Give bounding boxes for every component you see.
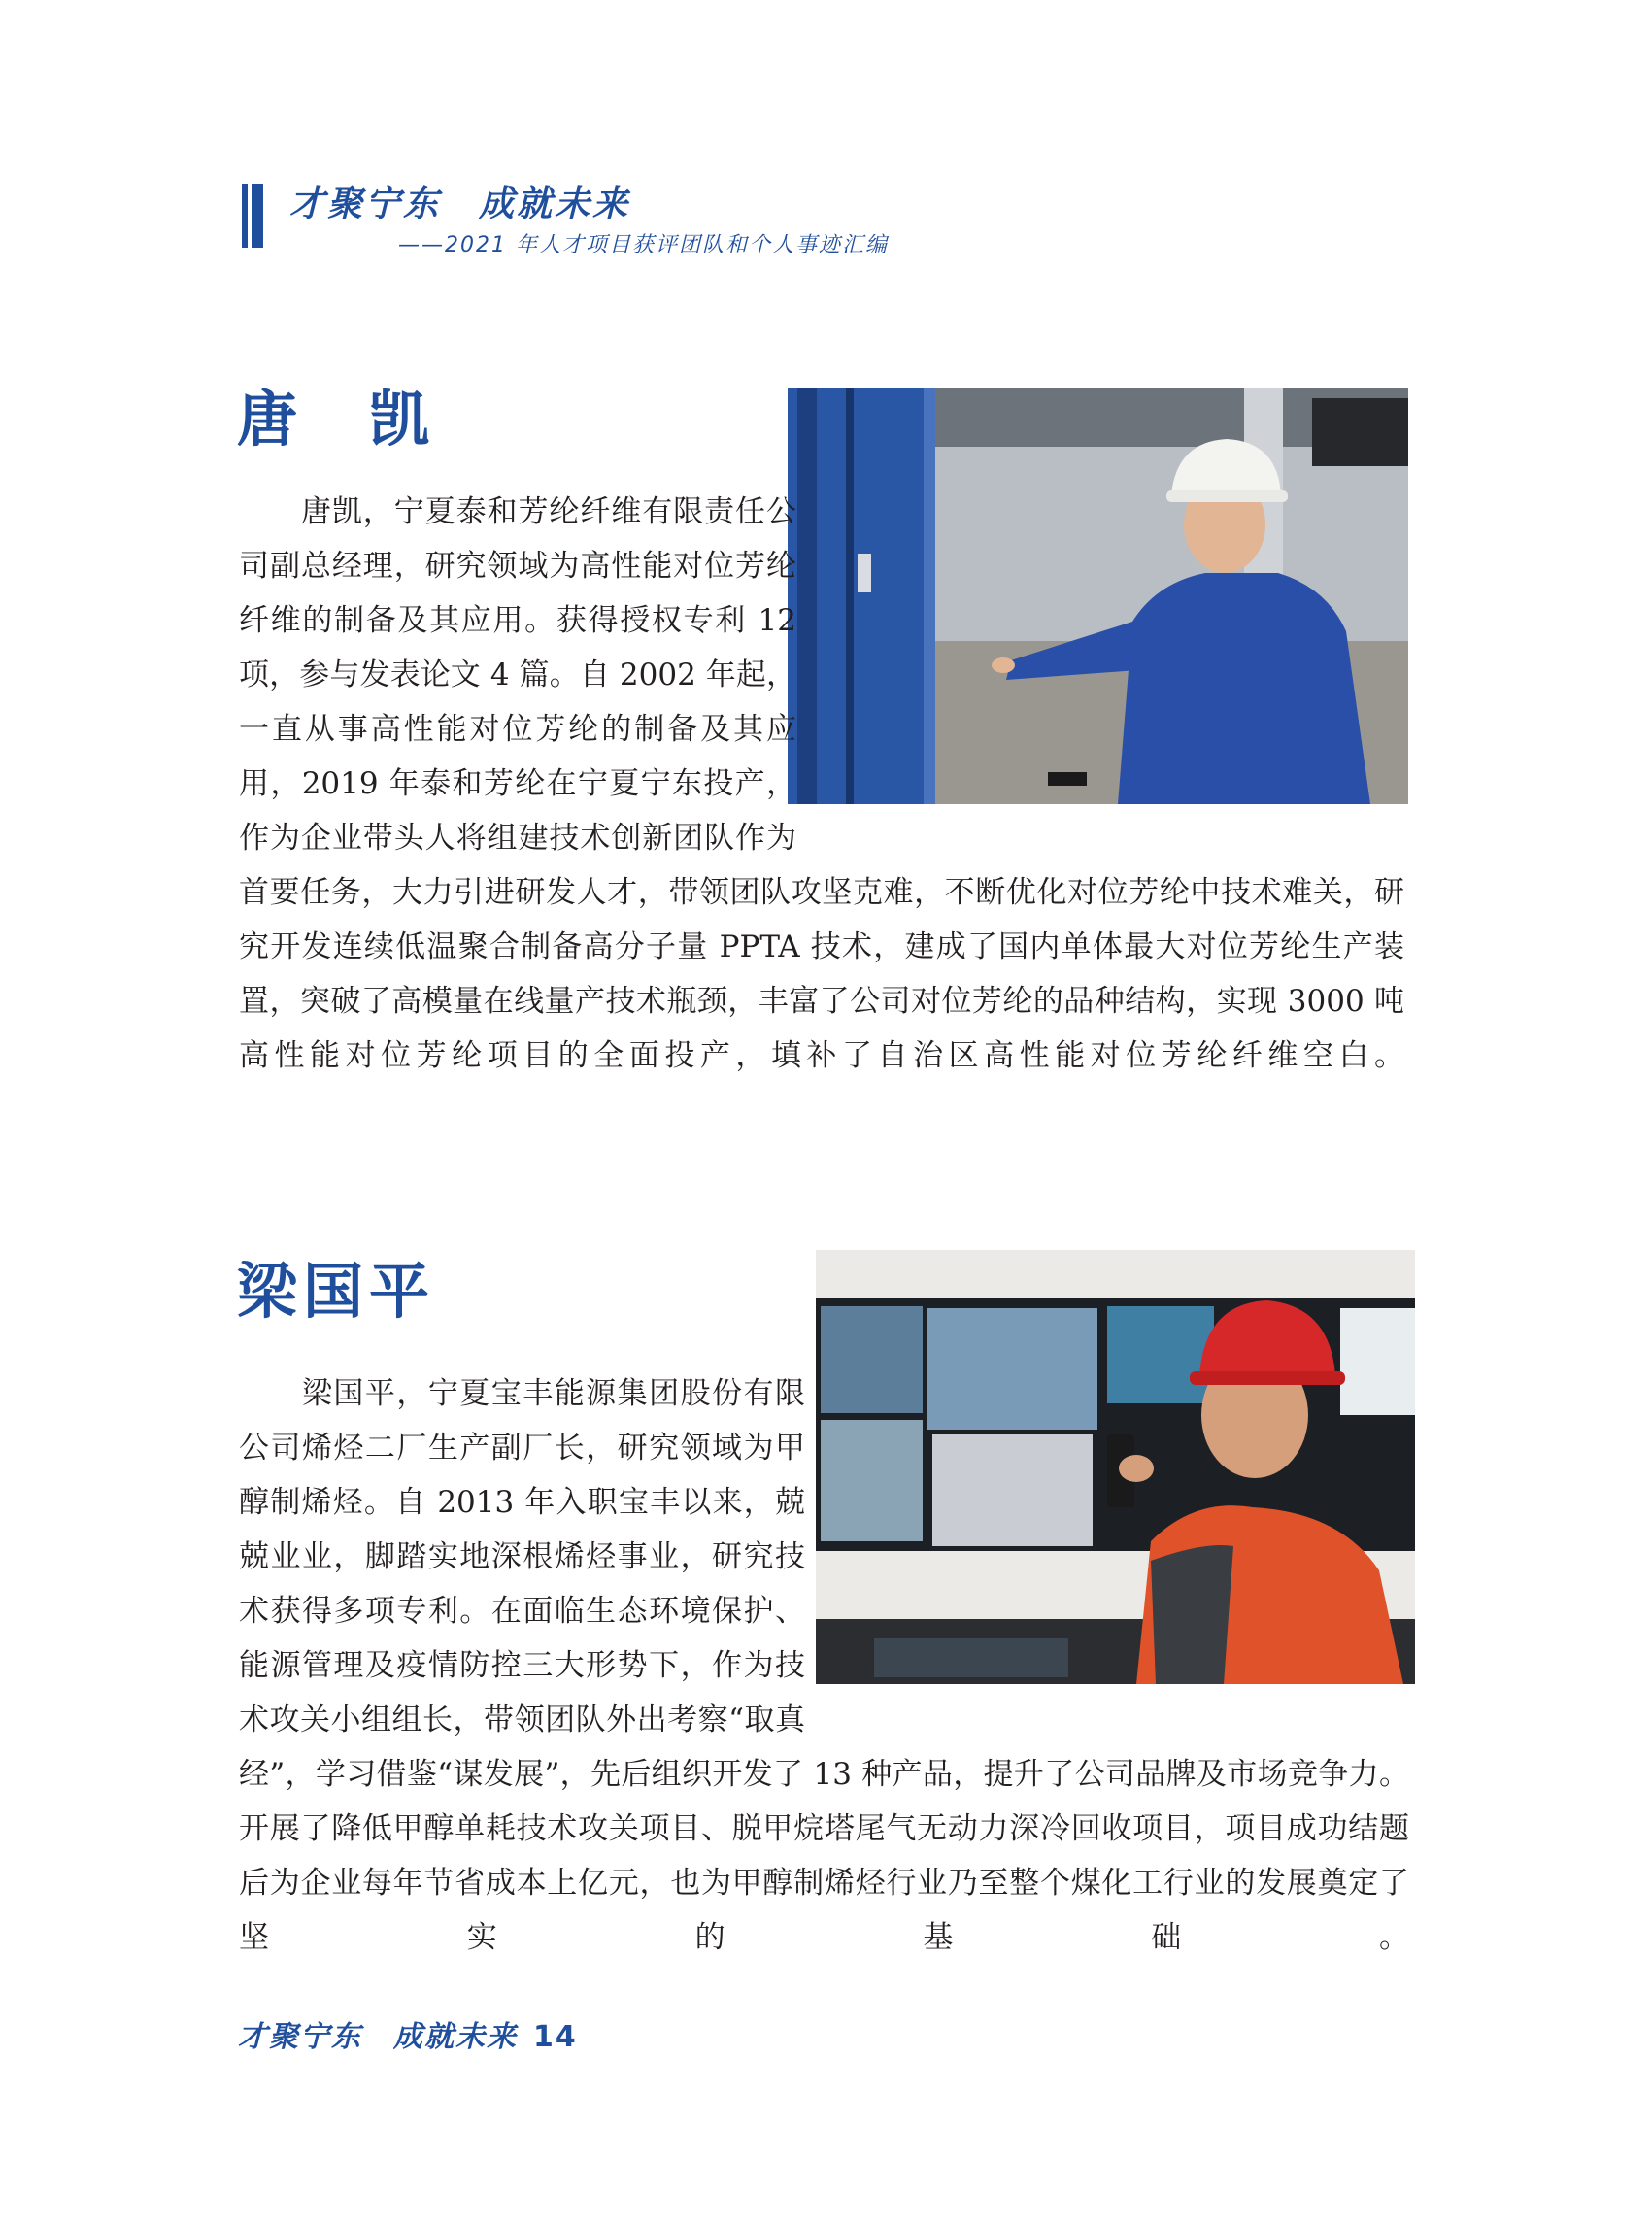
header-accent-bars (242, 184, 263, 248)
footer-label: 才聚宁东 成就未来 (238, 2020, 518, 2054)
person-bio-tang-kai: 唐凯，宁夏泰和芳纶纤维有限责任公司副总经理，研究领域为高性能对位芳纶纤维的制备及其应用。获得授权专利 12 项，参与发表论文 4 篇。自 2002 年起，一直从事高性能对位芳纶的制备及其应用，2019 年泰和芳纶在宁夏宁东投产，作为企业带头人将组建技术创新团队作为首要任务，大力引进研发人才，带领团队攻坚克难，不断优化对位芳纶中技术难关，研究开发连续低温聚合制备高分子量 PPTA 技术，建成了国内单体最大对位芳纶生产装置，突破了高模量在线量产技术瓶颈，丰富了公司对位芳纶的品种结构，实现 3000 吨高性能对位芳纶项目的全面投产，填补了自治区高性能对位芳纶纤维空白。 (239, 494, 1404, 1073)
page-number: 14 (533, 2020, 578, 2054)
person-bio-liang-guoping: 梁国平，宁夏宝丰能源集团股份有限公司烯烃二厂生产副厂长，研究领域为甲醇制烯烃。自 2013 年入职宝丰以来，兢兢业业，脚踏实地深根烯烃事业，研究技术获得多项专利。在面临生态环境保护、能源管理及疫情防控三大形势下，作为技术攻关小组组长，带领团队外出考察“取真经”，学习借鉴“谋发展”，先后组织开发了 13 种产品，提升了公司品牌及市场竞争力。开展了降低甲醇单耗技术攻关项目、脱甲烷塔尾气无动力深冷回收项目，项目成功结题后为企业每年节省成本上亿元，也为甲醇制烯烃行业乃至整个煤化工行业的发展奠定了坚实的基础。 (239, 1376, 1409, 1955)
header-title: 才聚宁东 成就未来 (289, 185, 631, 224)
person-name-tang-kai: 唐 凯 (237, 384, 436, 455)
footer (238, 2012, 578, 2055)
header-subtitle: ——2021 年人才项目获评团队和个人事迹汇编 (398, 233, 889, 257)
person-name-liang-guoping: 梁国平 (237, 1256, 436, 1327)
